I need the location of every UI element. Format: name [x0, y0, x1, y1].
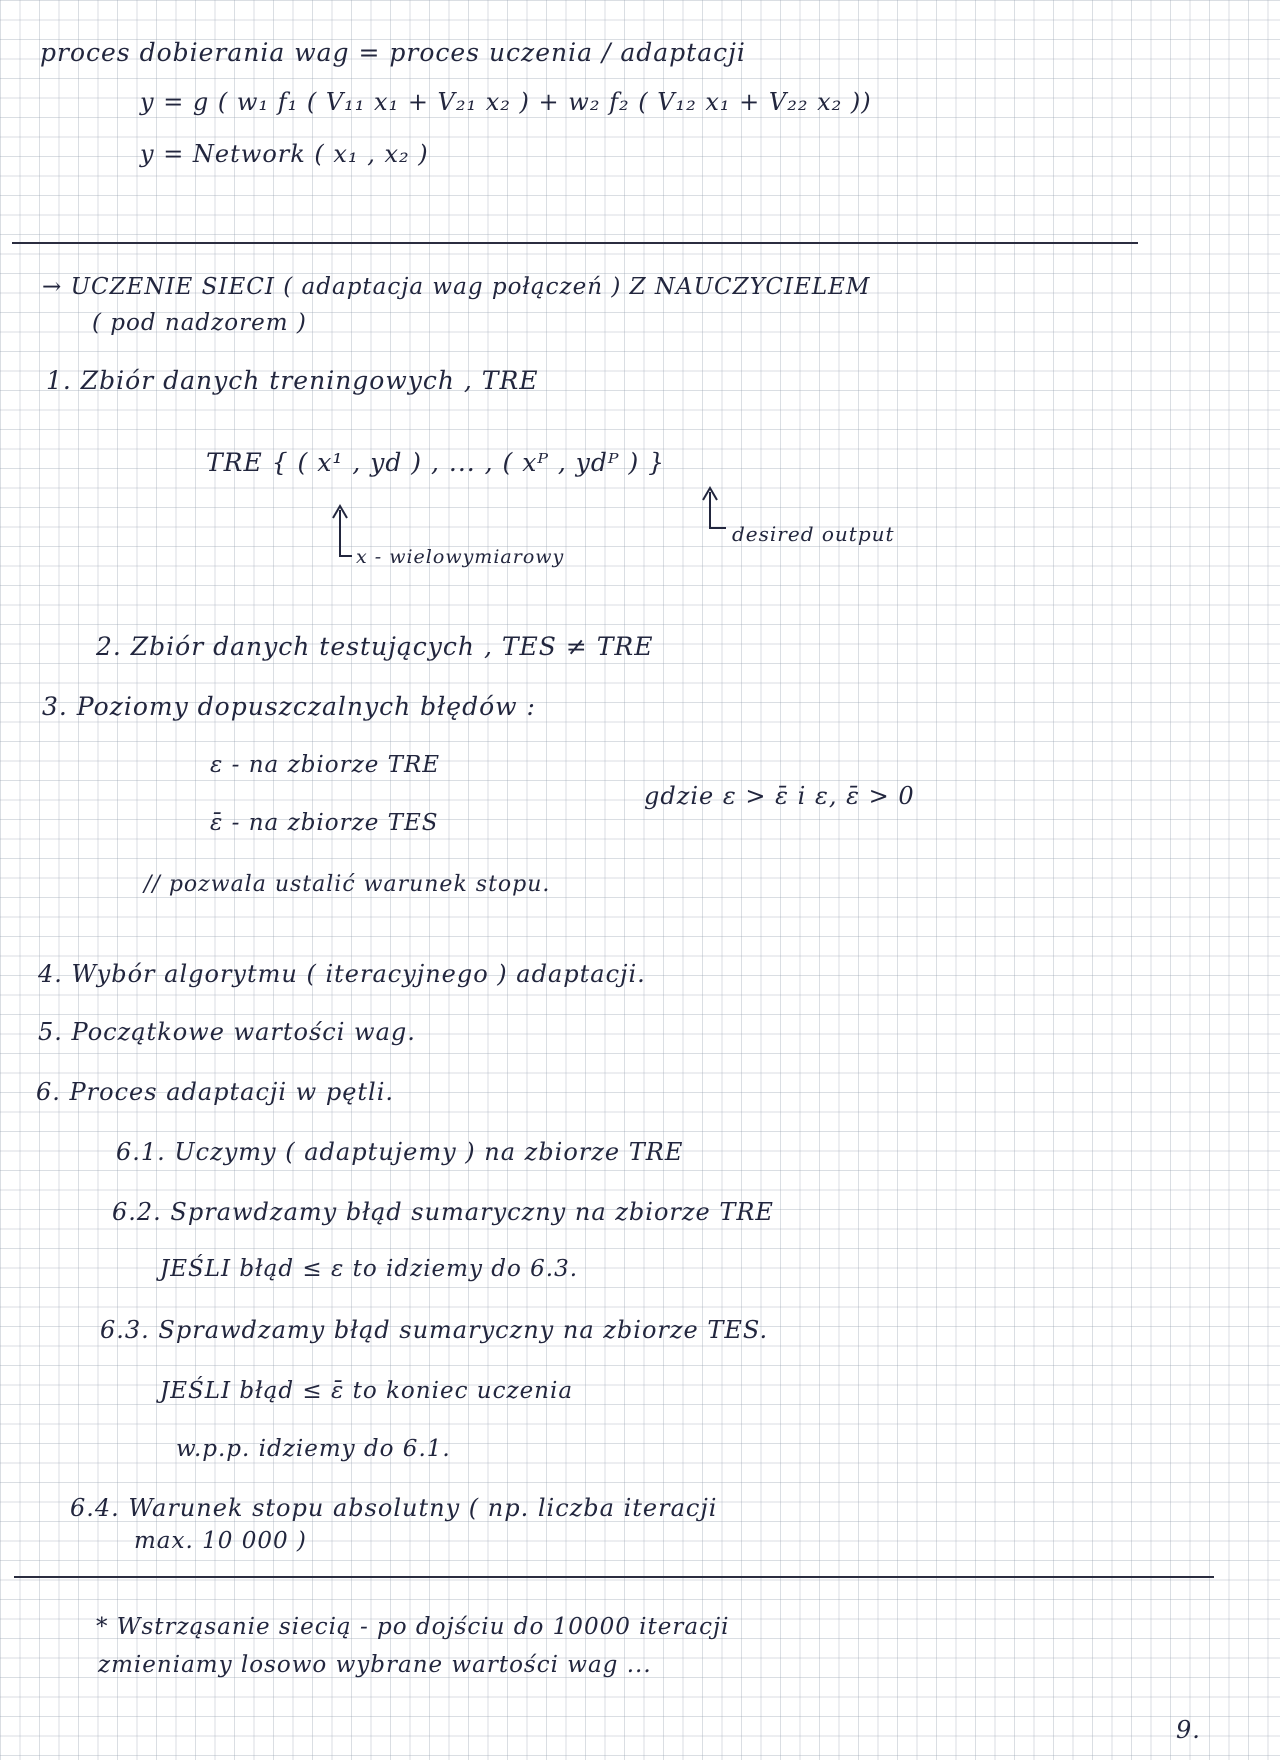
epsilon-condition: gdzie ε > ε̄ i ε, ε̄ > 0 [644, 782, 915, 810]
step-6-2: 6.2. Sprawdzamy błąd sumaryczny na zbiorze TRE [112, 1198, 774, 1226]
page-number: 9. [1176, 1716, 1201, 1744]
step-6-3: 6.3. Sprawdzamy błąd sumaryczny na zbiorze TES. [100, 1316, 769, 1344]
item-4: 4. Wybór algorytmu ( iteracyjnego ) adaptacji. [38, 960, 646, 988]
epsilon-tre: ε - na zbiorze TRE [210, 752, 441, 778]
note-multidimensional-x: x - wielowymiarowy [356, 546, 565, 568]
step-6-2-condition: JEŚLI błąd ≤ ε to idziemy do 6.3. [160, 1256, 579, 1282]
item-1: 1. Zbiór danych treningowych , TRE [46, 366, 539, 395]
training-set-formula: TRE { ( x¹ , yd ) , ... , ( xᴾ , ydᴾ ) } [206, 448, 666, 477]
step-6-4-continued: max. 10 000 ) [134, 1528, 307, 1554]
step-6-3-condition: JEŚLI błąd ≤ ε̄ to koniec uczenia [160, 1378, 574, 1404]
step-6-1: 6.1. Uczymy ( adaptujemy ) na zbiorze TRE [116, 1138, 684, 1166]
step-6-4: 6.4. Warunek stopu absolutny ( np. liczba iteracji [70, 1494, 718, 1522]
stop-condition-comment: // pozwala ustalić warunek stopu. [144, 872, 551, 897]
epsilon-tes: ε̄ - na zbiorze TES [210, 810, 439, 836]
section-heading: → UCZENIE SIECI ( adaptacja wag połączeń ) Z NAUCZYCIELEM [42, 274, 871, 300]
item-3: 3. Poziomy dopuszczalnych błędów : [42, 692, 536, 721]
formula-network-short: y = Network ( x₁ , x₂ ) [140, 140, 429, 168]
header-line-1: proces dobierania wag = proces uczenia / adaptacji [40, 38, 746, 67]
section-subheading: ( pod nadzorem ) [92, 310, 307, 336]
note-desired-output: desired output [732, 522, 895, 546]
item-2: 2. Zbiór danych testujących , TES ≠ TRE [96, 632, 654, 661]
step-6-3-otherwise: w.p.p. idziemy do 6.1. [176, 1436, 451, 1462]
divider-bottom [14, 1576, 1214, 1578]
formula-network: y = g ( w₁ f₁ ( V₁₁ x₁ + V₂₁ x₂ ) + w₂ f₂ ( V₁₂ x₁ + V₂₂ x₂ )) [140, 88, 872, 116]
divider-top [12, 242, 1138, 244]
footnote-line-1: * Wstrząsanie siecią - po dojściu do 10000 iteracji [96, 1614, 730, 1640]
item-5: 5. Początkowe wartości wag. [38, 1018, 416, 1046]
footnote-line-2: zmieniamy losowo wybrane wartości wag ... [98, 1652, 652, 1678]
item-6: 6. Proces adaptacji w pętli. [36, 1078, 395, 1106]
